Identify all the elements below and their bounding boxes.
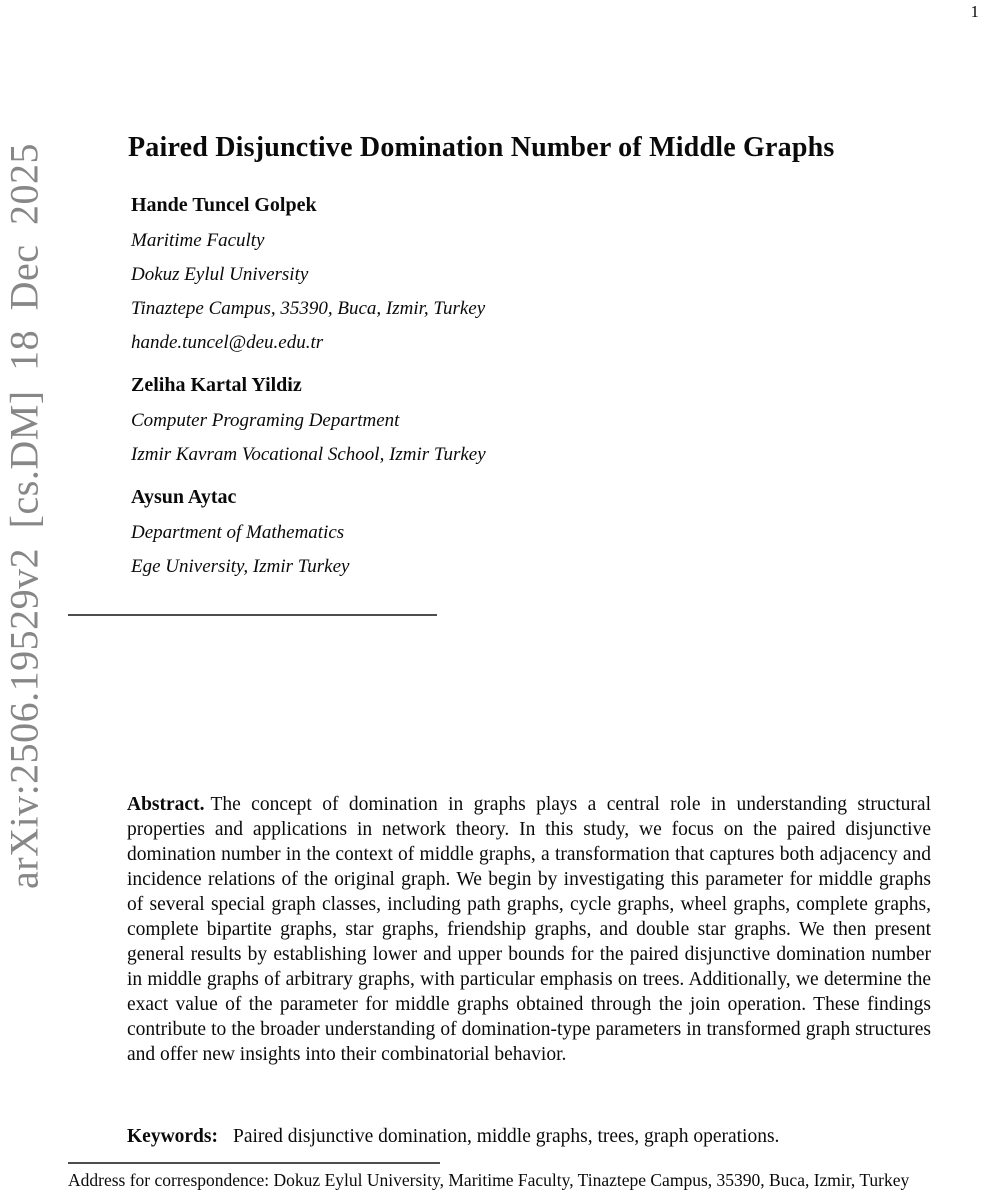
arxiv-watermark: arXiv:2506.19529v2 [cs.DM] 18 Dec 2025 (1, 143, 47, 889)
page-number: 1 (970, 2, 979, 21)
author-affiliation-line: Dokuz Eylul University (131, 264, 309, 285)
correspondence-footer: Address for correspondence: Dokuz Eylul University, Maritime Faculty, Tinaztepe Campus, 35390, Buca, Izmir, Turkey (68, 1170, 910, 1190)
author-affiliation-line: Tinaztepe Campus, 35390, Buca, Izmir, Turkey (131, 298, 486, 319)
abstract-label: Abstract. (127, 794, 205, 815)
author-block (131, 374, 486, 472)
abstract-text: The concept of domination in graphs plays a central role in understanding structural properties and applications in network theory. In this study, we focus on the paired disjunctive domination number in the context of middle graphs, a transformation that captures both adjacency and incidence relations of the original graph. We begin by investigating this parameter for middle graphs of several special graph classes, including path graphs, cycle graphs, wheel graphs, complete graphs, complete bipartite graphs, star graphs, friendship graphs, and double star graphs. We then present general results by establishing lower and upper bounds for the paired disjunctive domination number in middle graphs of arbitrary graphs, with particular emphasis on trees. Additionally, we determine the exact value of the parameter for middle graphs obtained through the join operation. These findings contribute to the broader understanding of domination-type parameters in transformed graph structures and offer new insights into their combinatorial behavior. (127, 794, 931, 1065)
author-affiliation-line: Computer Programing Department (131, 410, 400, 431)
author-name: Aysun Aytac (131, 486, 237, 508)
author-block (131, 486, 349, 584)
author-affiliation-line: Maritime Faculty (131, 230, 265, 251)
paper-title: Paired Disjunctive Domination Number of Middle Graphs (128, 131, 835, 163)
author-affiliation-line: Ege University, Izmir Turkey (131, 556, 350, 577)
footnote-rule (68, 1162, 440, 1164)
author-affiliation-line: Department of Mathematics (131, 522, 345, 543)
author-email: hande.tuncel@deu.edu.tr (131, 332, 324, 353)
author-name: Hande Tuncel Golpek (131, 194, 317, 216)
author-name: Zeliha Kartal Yildiz (131, 374, 302, 396)
abstract-paragraph (127, 792, 931, 1067)
keywords-text: Paired disjunctive domination, middle graphs, trees, graph operations. (233, 1126, 780, 1147)
author-separator-rule (68, 614, 437, 616)
keywords-line (127, 1126, 779, 1148)
author-block (131, 194, 485, 360)
author-affiliation-line: Izmir Kavram Vocational School, Izmir Turkey (131, 444, 486, 465)
keywords-label: Keywords: (127, 1126, 218, 1147)
